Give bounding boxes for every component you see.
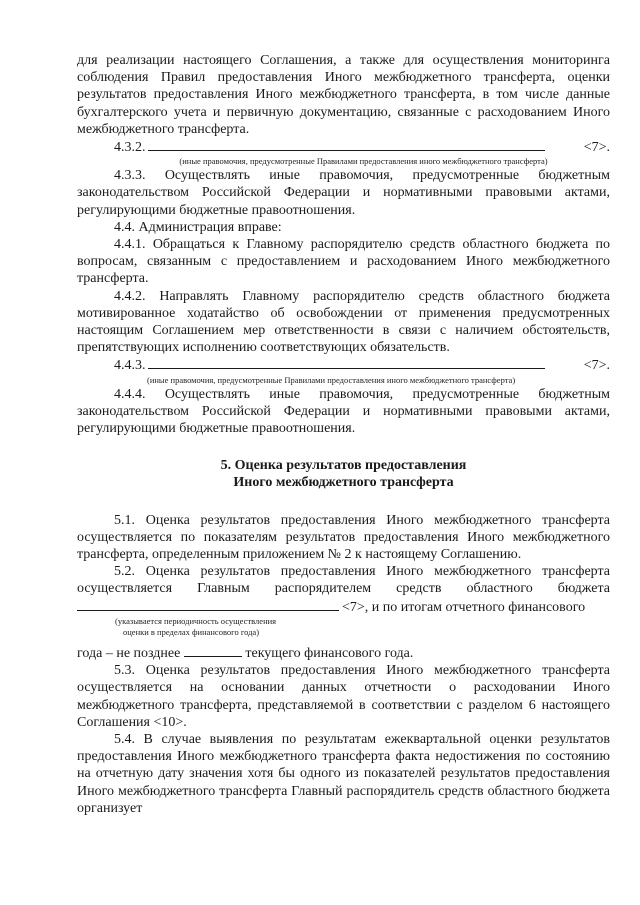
- note-4-3-2: (иные правомочия, предусмотренные Правилами предоставления иного межбюджетного трансферта): [179, 156, 548, 167]
- paragraph-4-4: 4.4. Администрация вправе:: [114, 219, 282, 235]
- clause-number: 4.3.2.: [114, 140, 146, 156]
- paragraph-4-4-2: 4.4.2. Направлять Главному распорядителю средств областного бюджета мотивированное ходатайство об освобождении от применения предусмотренных настоящим Соглашением мер ответственности в связи с наличием обстоятельств, препятствующих исполнению соответствующих обязательств.: [77, 288, 610, 356]
- section-title-line-2: Иного межбюджетного трансферта: [233, 475, 454, 491]
- paragraph-5-2-a: 5.2. Оценка результатов предоставления Иного межбюджетного трансферта осуществляется Главным распорядителем средств областного бюджета: [77, 564, 610, 597]
- paragraph-5-2-b-text: <7>, и по итогам отчетного финансового: [342, 599, 586, 615]
- paragraph-5-2-c-text-1: года – не позднее: [77, 645, 181, 661]
- paragraph-4-4-1: 4.4.1. Обращаться к Главному распорядителю средств областного бюджета по вопросам, связанным с предоставлением и расходованием Иного межбюджетного трансферта.: [77, 237, 610, 287]
- deadline-blank: [184, 644, 242, 657]
- paragraph-4-4-3: [77, 356, 610, 374]
- paragraph-5-3: 5.3. Оценка результатов предоставления Иного межбюджетного трансферта осуществляется на основании данных отчетности о расходовании Иного межбюджетного трансферта, представляемой в соответствии с разделом 6 настоящего Соглашения <10>.: [77, 663, 610, 730]
- paragraph-4-4-4: 4.4.4. Осуществлять иные правомочия, предусмотренные бюджетным законодательством Российской Федерации и нормативными правовыми актами, регулирующими бюджетные правоотношения.: [77, 386, 610, 437]
- paragraph-5-1: 5.1. Оценка результатов предоставления Иного межбюджетного трансферта осуществляется по показателям результатов предоставления Иного межбюджетного трансферта, определенным приложением № 2 к настоящему Соглашению.: [77, 512, 610, 563]
- footnote-ref: <7>.: [583, 358, 610, 374]
- note-4-4-3: (иные правомочия, предусмотренные Правилами предоставления иного межбюджетного трансферта): [147, 374, 516, 385]
- paragraph-4-3-2: [77, 138, 610, 156]
- paragraph-intro: для реализации настоящего Соглашения, а также для осуществления мониторинга соблюдения Правил предоставления Иного межбюджетного трансферта, оценки результатов предоставления Иного межбюджетного трансферта, в том числе данные бухгалтерского учета и первичную документацию, связанные с расходованием Иного межбюджетного трансферта.: [77, 53, 610, 137]
- paragraph-5-2-c: [77, 644, 610, 662]
- section-title-line-1: 5. Оценка результатов предоставления: [220, 458, 467, 474]
- note-5-2-line-1: (указывается периодичность осуществления: [115, 615, 277, 626]
- note-5-2-line-2: оценки в пределах финансового года): [123, 626, 260, 637]
- blank-line: [148, 356, 545, 369]
- document-page: [77, 52, 610, 817]
- paragraph-5-2-c-text-2: текущего финансового года.: [245, 645, 414, 661]
- footnote-ref: <7>.: [583, 140, 610, 156]
- periodicity-blank: [77, 598, 339, 611]
- paragraph-5-4: 5.4. В случае выявления по результатам ежеквартальной оценки результатов предоставления Иного межбюджетного трансферта факта недостижения по состоянию на отчетную дату значения хотя бы одного из показателей результатов предоставления Иного межбюджетного трансферта Главный распорядитель средств областного бюджета организует: [77, 731, 610, 816]
- clause-number: 4.4.3.: [114, 358, 146, 374]
- paragraph-4-3-3: 4.3.3. Осуществлять иные правомочия, предусмотренные бюджетным законодательством Российской Федерации и нормативными правовыми актами, регулирующими бюджетные правоотношения.: [77, 168, 610, 218]
- paragraph-5-2-b: [77, 598, 610, 616]
- blank-line: [148, 138, 545, 151]
